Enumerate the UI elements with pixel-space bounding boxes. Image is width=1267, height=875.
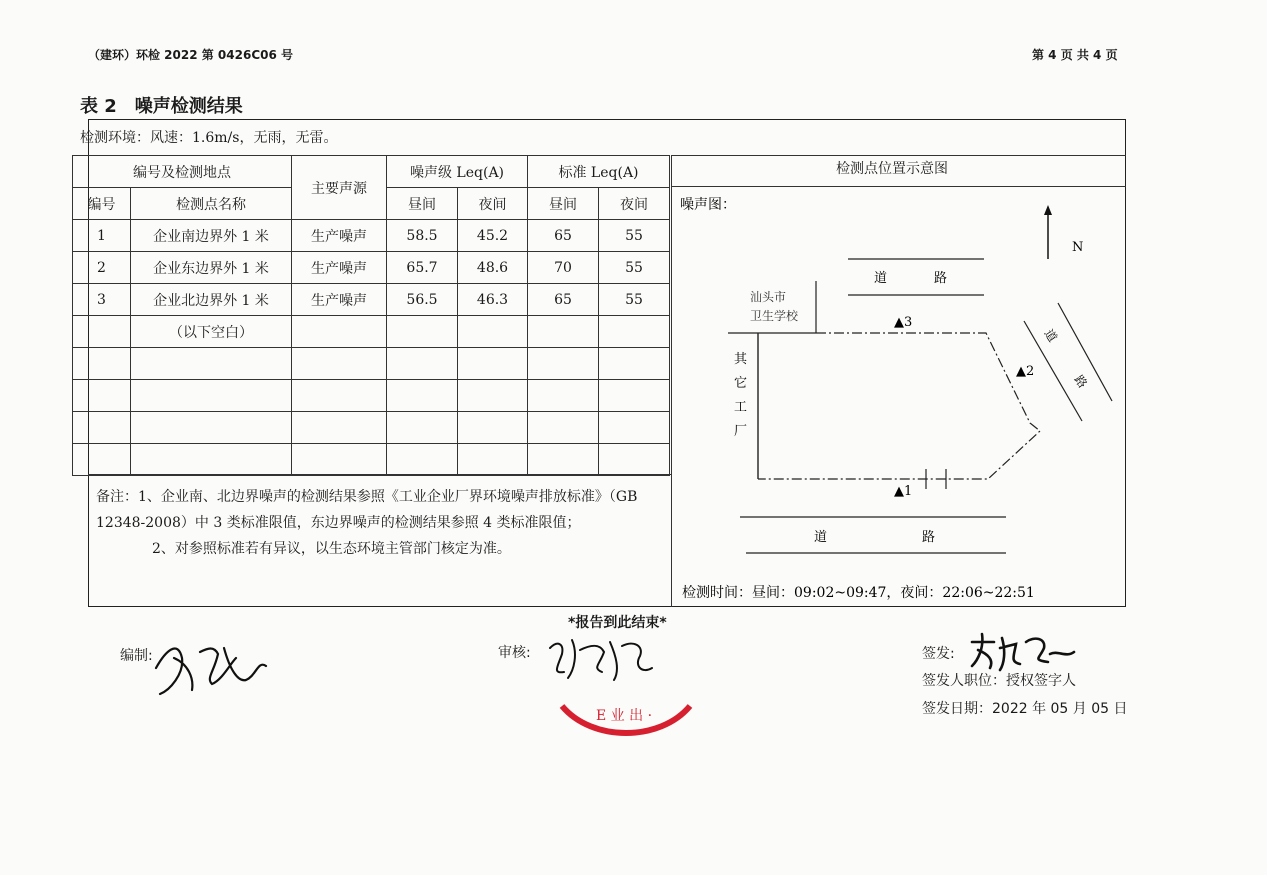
stamp xyxy=(556,690,696,742)
cell-day: 65.7 xyxy=(387,252,458,284)
school-line1: 汕头市 xyxy=(750,290,787,304)
point-2-marker: ▲2 xyxy=(1016,364,1035,379)
east-road-line-outer xyxy=(1058,303,1112,401)
header-no: 编号 xyxy=(73,188,131,220)
header-day: 昼间 xyxy=(387,188,458,220)
header-standard: 标准 Leq(A) xyxy=(528,156,670,188)
north-road-char1: 道 xyxy=(874,271,888,286)
location-diagram xyxy=(672,187,1124,605)
factory-char-4: 厂 xyxy=(734,424,748,439)
diagram-top-rule xyxy=(672,155,1126,156)
cell-day: 58.5 xyxy=(387,220,458,252)
cell-source: 生产噪声 xyxy=(292,220,387,252)
header-noise-level: 噪声级 Leq(A) xyxy=(387,156,528,188)
report-number: （建环）环检 2022 第 0426C06 号 xyxy=(88,48,294,62)
compiler-label: 编制: xyxy=(120,648,153,664)
table-title: 表 2 噪声检测结果 xyxy=(80,96,243,117)
blank-note: （以下空白） xyxy=(131,316,292,348)
table-row xyxy=(73,316,670,348)
cell-day: 56.5 xyxy=(387,284,458,316)
cell-std-day: 70 xyxy=(528,252,599,284)
header-night: 夜间 xyxy=(458,188,528,220)
noise-results-table xyxy=(72,155,670,476)
issuer-label: 签发: xyxy=(922,646,955,662)
diagram-title: 检测点位置示意图 xyxy=(836,161,948,177)
header-group-location: 编号及检测地点 xyxy=(73,156,292,188)
factory-char-1: 其 xyxy=(734,352,748,367)
detection-time: 检测时间：昼间：09:02~09:47，夜间：22:06~22:51 xyxy=(682,585,1035,601)
issue-date: 签发日期：2022 年 05 月 05 日 xyxy=(922,701,1128,717)
point-3-marker: ▲3 xyxy=(894,315,913,330)
diagram-label: 噪声图： xyxy=(680,197,736,213)
reviewer-label: 审核: xyxy=(498,645,531,661)
cell-source: 生产噪声 xyxy=(292,252,387,284)
east-road-char2: 路 xyxy=(1071,372,1090,391)
cell-std-night: 55 xyxy=(599,252,670,284)
south-road-char2: 路 xyxy=(922,530,936,545)
reviewer-signature xyxy=(544,630,659,685)
issuer-signature xyxy=(964,628,1079,673)
issuer-position: 签发人职位：授权签字人 xyxy=(922,673,1076,689)
cell-no: 3 xyxy=(73,284,131,316)
environment-line: 检测环境：风速：1.6m/s，无雨，无雷。 xyxy=(80,130,338,146)
header-std-night: 夜间 xyxy=(599,188,670,220)
note-line-1: 备注：1、企业南、北边界噪声的检测结果参照《工业企业厂界环境噪声排放标准》（GB 12348-2008）中 3 类标准限值，东边界噪声的检测结果参照 4 类标准限值； xyxy=(96,489,638,531)
cell-std-day: 65 xyxy=(528,284,599,316)
note-line-2: 2、对参照标准若有异议，以生态环境主管部门核定为准。 xyxy=(152,541,511,557)
point-1-marker: ▲1 xyxy=(894,484,913,499)
cell-name: 企业南边界外 1 米 xyxy=(131,220,292,252)
page-info: 第 4 页 共 4 页 xyxy=(1032,48,1118,62)
header-point-name: 检测点名称 xyxy=(131,188,292,220)
cell-source: 生产噪声 xyxy=(292,284,387,316)
header-source: 主要声源 xyxy=(292,156,387,220)
notes-block xyxy=(96,484,676,562)
school-line2: 卫生学校 xyxy=(750,309,799,323)
cell-std-day: 65 xyxy=(528,220,599,252)
svg-text:E 业 出 ·: E 业 出 · xyxy=(596,708,653,724)
header-std-day: 昼间 xyxy=(528,188,599,220)
end-of-report: *报告到此结束* xyxy=(568,615,667,631)
east-road-char1: 道 xyxy=(1041,326,1060,345)
factory-char-2: 它 xyxy=(734,376,748,391)
cell-night: 48.6 xyxy=(458,252,528,284)
north-label: N xyxy=(1072,240,1084,255)
cell-name: 企业北边界外 1 米 xyxy=(131,284,292,316)
cell-night: 46.3 xyxy=(458,284,528,316)
table-row xyxy=(73,252,670,284)
south-road-char1: 道 xyxy=(814,530,828,545)
cell-no: 2 xyxy=(73,252,131,284)
cell-name: 企业东边界外 1 米 xyxy=(131,252,292,284)
factory-boundary xyxy=(758,333,1040,479)
cell-night: 45.2 xyxy=(458,220,528,252)
notes-rule xyxy=(88,474,671,475)
table-row xyxy=(73,284,670,316)
table-row xyxy=(73,220,670,252)
north-arrow-head xyxy=(1044,205,1052,215)
cell-std-night: 55 xyxy=(599,220,670,252)
cell-no: 1 xyxy=(73,220,131,252)
compiler-signature xyxy=(148,628,273,698)
north-road-char2: 路 xyxy=(934,271,948,286)
cell-std-night: 55 xyxy=(599,284,670,316)
factory-char-3: 工 xyxy=(734,400,748,415)
